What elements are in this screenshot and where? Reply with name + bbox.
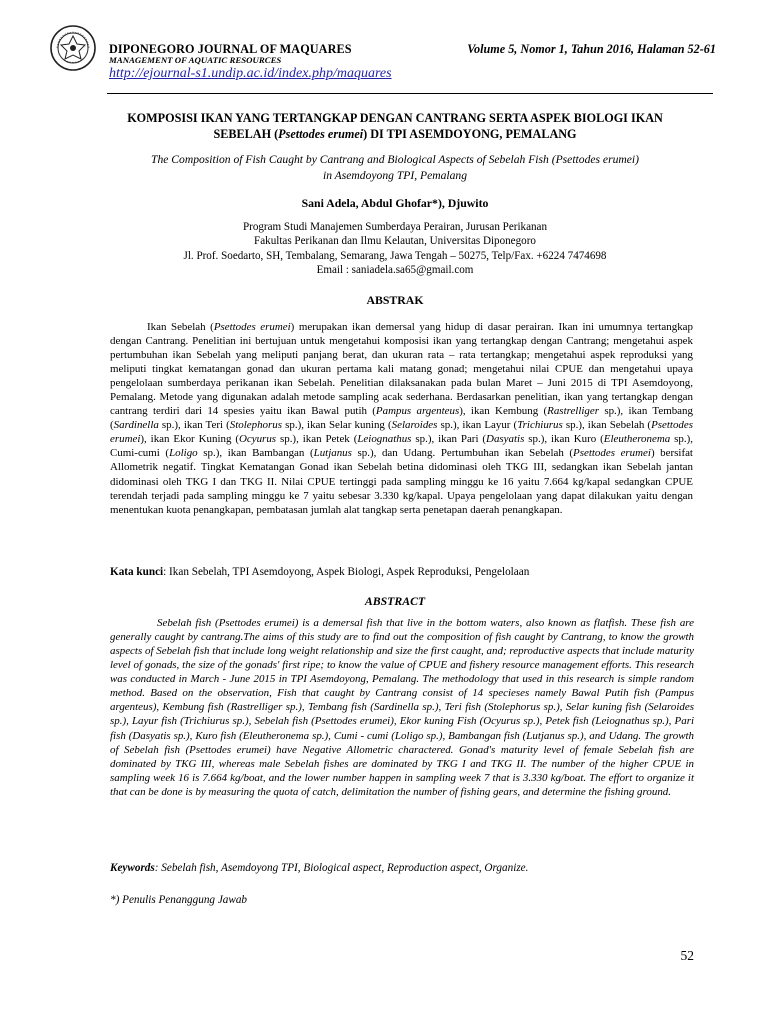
abstrak-body: Ikan Sebelah (Psettodes erumei) merupakan ikan demersal yang hidup di dasar perairan. Ikan ini umumnya tertangkap dengan Cantrang. Penelitian ini bertujuan untuk mengetahui komposisi ikan yang tertangkap dengan Cantrang; mengetahui aspek pertumbuhan ikan Sebelah yang meliputi panjang berat, dan ukuran rata – rata tertangkap; mengetahui aspek reproduksi yang meliputi tingkat kematangan gonad dan ukuran pertama kali matang gonad; mengetahui nilai CPUE dan mengetahui upaya pengelolaan sumberdaya perikanan ikan Sebelah. Penelitian dilaksanakan pada bulan Maret – Juni 2015 di TPI Asemdoyong, Pemalang. Metode yang digunakan adalah metode sampling acak sederhana. Berdasarkan penelitian, ikan yang tertangkap dengan cantrang terdiri dari 14 spesies yaitu ikan Bawal putih (Pampus argenteus), ikan Kembung (Rastrelliger sp.), ikan Tembang (Sardinella sp.), ikan Teri (Stolephorus sp.), ikan Selar kuning (Selaroides sp.), ikan Layur (Trichiurus sp.), ikan Sebelah (Psettodes erumei), ikan Ekor Kuning (Ocyurus sp.), ikan Petek (Leiognathus sp.), ikan Pari (Dasyatis sp.), ikan Kuro (Eleutheronema sp.), Cumi-cumi (Loligo sp.), ikan Bambangan (Lutjanus sp.), dan Udang. Pertumbuhan ikan Sebelah (Psettodes erumei) bersifat Allometrik negatif. Tingkat Kematangan Gonad ikan Sebelah betina didominasi oleh TKG III, sedangkan ikan Sebelah jantan didominasi oleh TKG I dan TKG II. Nilai CPUE tertinggi pada sampling minggu ke 16 yaitu 7.664 kg/kapal sedangkan CPUE terendah terjadi pada sampling minggu ke 7 yaitu sebesar 3.330 kg/kapal. Upaya pengelolaan yang dapat dilakukan yaitu dengan menentukan kuota penangkapan, pembatasan jumlah alat tangkap serta penetapan daerah penangkapan. (110, 321, 693, 516)
author-list: Sani Adela, Abdul Ghofar*), Djuwito (301, 196, 489, 210)
header-divider (107, 93, 713, 94)
journal-subtitle: MANAGEMENT OF AQUATIC RESOURCES (109, 55, 282, 65)
paper-title (100, 110, 690, 142)
page-number: 52 (680, 948, 694, 963)
corresponding-author-note: *) Penulis Penanggung Jawab (110, 894, 248, 906)
abstrak-heading: ABSTRAK (366, 293, 424, 307)
abstract-heading: ABSTRACT (364, 594, 426, 608)
university-seal-logo (49, 24, 97, 72)
journal-url-link[interactable]: http://ejournal-s1.undip.ac.id/index.php/maquares (109, 66, 392, 81)
paper-title-line1: KOMPOSISI IKAN YANG TERTANGKAP DENGAN CANTRANG SERTA ASPEK BIOLOGI IKAN (127, 111, 663, 125)
keywords: Keywords: Sebelah fish, Asemdoyong TPI, Biological aspect, Reproduction aspect, Organize. (110, 862, 529, 874)
abstract-body: Sebelah fish (Psettodes erumei) is a demersal fish that live in the bottom waters, also known as flatfish. These fish are generally caught by cantrang.The aims of this study are to find out the composition of fish caught by Cantrang, to know the growth aspects of Sebelah fish that include long weight relationship and size the first caught, and; reproductive aspects that include maturity level of gonads, the size of the gonads' first ripe; to know the value of CPUE and fishery resource management efforts. This research was conducted in March - June 2015 in TPI Asemdoyong, Pemalang. The methodology that used in this research is simple random method. Based on the observation, Fish that caught by Cantrang consist of 14 specieses namely Bawal Putih fish (Pampus argenteus), Kembung fish (Rastrelliger sp.), Tembang fish (Sardinella sp.), Teri fish (Stolephorus sp.), Selar kuning fish (Selaroides sp.), Layur fish (Trichiurus sp.), Sebelah fish (Psettodes erumei), Ekor kuning Fish (Ocyurus sp.), Petek fish (Leiognathus sp.), Pari fish (Dasyatis sp.), Kuro fish (Eleutheronema sp.), Cumi - cumi (Loligo sp.), Bambangan fish (Lutjanus sp.), and Udang. The growth of Sebelah fish (Psettodes erumei) have Negative Allometric charactered. Gonad's maturity level of female Sebelah fish are dominated by TKG III, whereas male Sebelah fishes are dominated by TKG I and TKG II. The number of the higher CPUE in sampling week 16 is 7.664 kg/boat, and the lower number happen in sampling week 7 that is 3.330 kg/boat. The effort to organize it that can be done is by measuring the quota of catch, delimitation the number of fishing gears, and determine the fishing ground. (110, 617, 694, 798)
affiliation: Program Studi Manajemen Sumberdaya Perairan, Jurusan Perikanan Fakultas Perikanan dan Ilmu Kelautan, Universitas Diponegoro Jl. Prof. Soedarto, SH, Tembalang, Semarang, Jawa Tengah – 50275, Telp/Fax. +6224 7474698 Email : saniadela.sa65@gmail.com (100, 220, 690, 277)
volume-info: Volume 5, Nomor 1, Tahun 2016, Halaman 52-61 (467, 42, 716, 56)
journal-title: DIPONEGORO JOURNAL OF MAQUARES (109, 42, 352, 56)
author-email: Email : saniadela.sa65@gmail.com (316, 263, 474, 276)
paper-title-line2: SEBELAH (Psettodes erumei) DI TPI ASEMDOYONG, PEMALANG (213, 127, 577, 141)
kata-kunci: Kata kunci: Ikan Sebelah, TPI Asemdoyong, Aspek Biologi, Aspek Reproduksi, Pengelolaan (110, 566, 530, 578)
paper-subtitle-english: The Composition of Fish Caught by Cantrang and Biological Aspects of Sebelah Fish (Psettodes erumei) in Asemdoyong TPI, Pemalang (151, 153, 639, 182)
